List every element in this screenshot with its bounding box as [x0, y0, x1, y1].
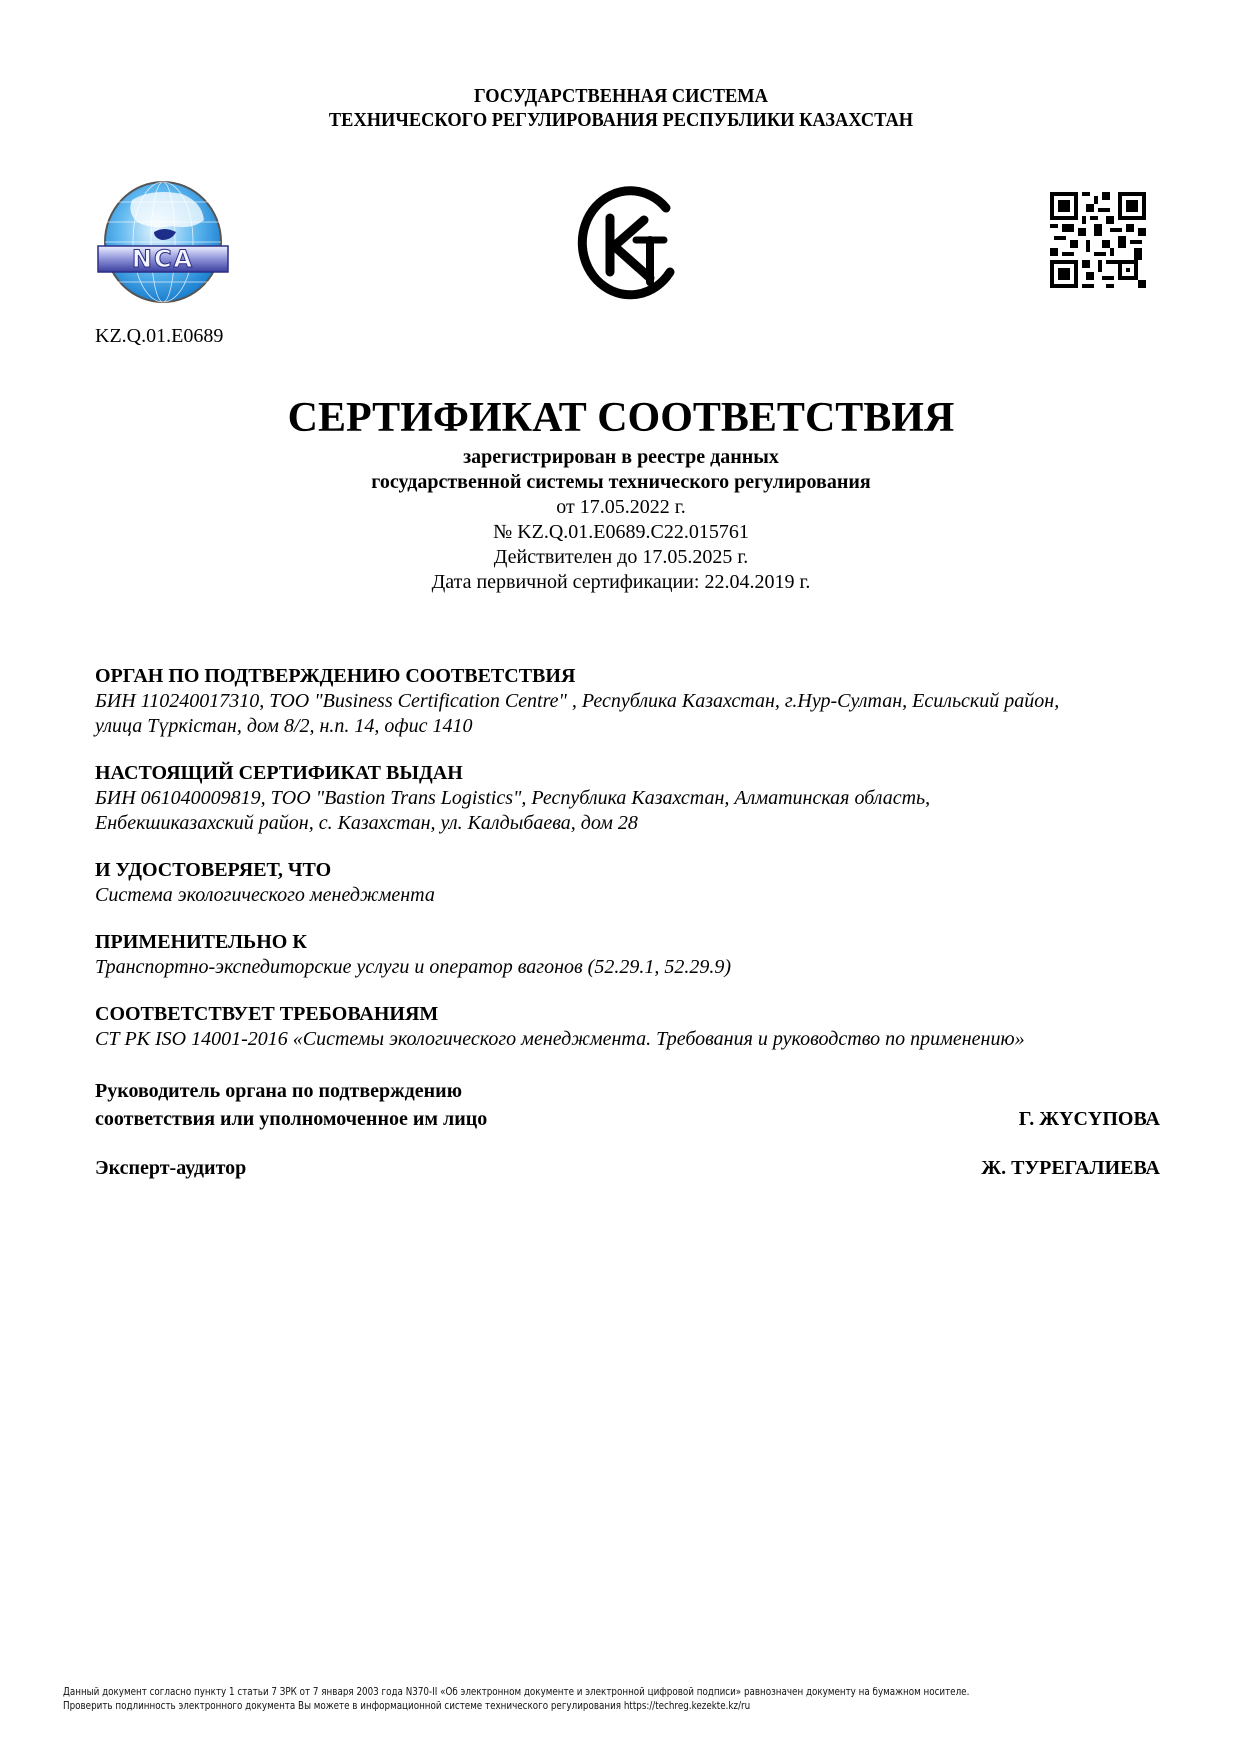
initial-certification-date: Дата первичной сертификации: 22.04.2019 г. [431, 571, 811, 593]
valid-until: Действителен до 17.05.2025 г. [493, 546, 749, 568]
qr-code-icon[interactable] [1050, 192, 1146, 288]
auditor-role: Эксперт-аудитор [95, 1157, 247, 1179]
section-issued-to-line: БИН 061040009819, ТОО "Bastion Trans Logistics", Республика Казахстан, Алматинская область, [95, 787, 931, 809]
auditor-name: Ж. ТУРЕГАЛИЕВА [981, 1157, 1160, 1179]
registered-line-1: зарегистрирован в реестре данных [463, 446, 779, 468]
certificate-title: СЕРТИФИКАТ СООТВЕТСТВИЯ [287, 395, 955, 441]
signer-role-line-1: Руководитель органа по подтверждению [95, 1080, 462, 1102]
section-applicable-to-heading: ПРИМЕНИТЕЛЬНО К [95, 931, 307, 953]
certificate-number: № KZ.Q.01.E0689.C22.015761 [493, 521, 749, 543]
section-certification-body-line: улица Түркістан, дом 8/2, н.п. 14, офис 1410 [95, 715, 473, 737]
section-certification-body-line: БИН 110240017310, ТОО "Business Certification Centre" , Республика Казахстан, г.Нур-Султан, Есильский район, [95, 690, 1060, 712]
registered-line-2: государственной системы технического регулирования [371, 471, 871, 493]
header-line-2: ТЕХНИЧЕСКОГО РЕГУЛИРОВАНИЯ РЕСПУБЛИКИ КАЗАХСТАН [328, 109, 914, 131]
section-certification-body-heading: ОРГАН ПО ПОДТВЕРЖДЕНИЮ СООТВЕТСТВИЯ [95, 665, 576, 687]
registration-date: от 17.05.2022 г. [556, 496, 686, 518]
svg-text:NCA: NCA [131, 245, 195, 273]
accreditation-number: KZ.Q.01.E0689 [95, 325, 224, 347]
signer-name: Г. ЖҮСҮПОВА [1018, 1108, 1160, 1130]
footer-verification-notice: Проверить подлинность электронного документа Вы можете в информационной системе технического регулирования https://techreg.kezekte.kz/ru [63, 1701, 751, 1712]
section-requirements-heading: СООТВЕТСТВУЕТ ТРЕБОВАНИЯМ [95, 1003, 439, 1025]
header-line-1: ГОСУДАРСТВЕННАЯ СИСТЕМА [474, 85, 768, 107]
section-issued-to-heading: НАСТОЯЩИЙ СЕРТИФИКАТ ВЫДАН [95, 762, 463, 784]
nca-globe-logo-icon [92, 180, 234, 305]
section-certifies-heading: И УДОСТОВЕРЯЕТ, ЧТО [95, 859, 332, 881]
section-certifies-line: Система экологического менеджмента [95, 884, 435, 906]
footer-legal-notice: Данный документ согласно пункту 1 статьи 7 ЗРК от 7 января 2003 года N370-II «Об электронном документе и электронной цифровой подписи» равнозначен документу на бумажном носителе. [63, 1687, 970, 1698]
section-issued-to-line: Енбекшиказахский район, с. Казахстан, ул. Калдыбаева, дом 28 [95, 812, 638, 834]
section-applicable-to-line: Транспортно-экспедиторские услуги и оператор вагонов (52.29.1, 52.29.9) [95, 956, 732, 978]
kt-conformity-mark-icon [570, 180, 685, 300]
section-requirements-line: СТ РК ISO 14001-2016 «Системы экологического менеджмента. Требования и руководство по применению» [95, 1028, 1025, 1050]
signer-role-line-2: соответствия или уполномоченное им лицо [95, 1108, 488, 1130]
